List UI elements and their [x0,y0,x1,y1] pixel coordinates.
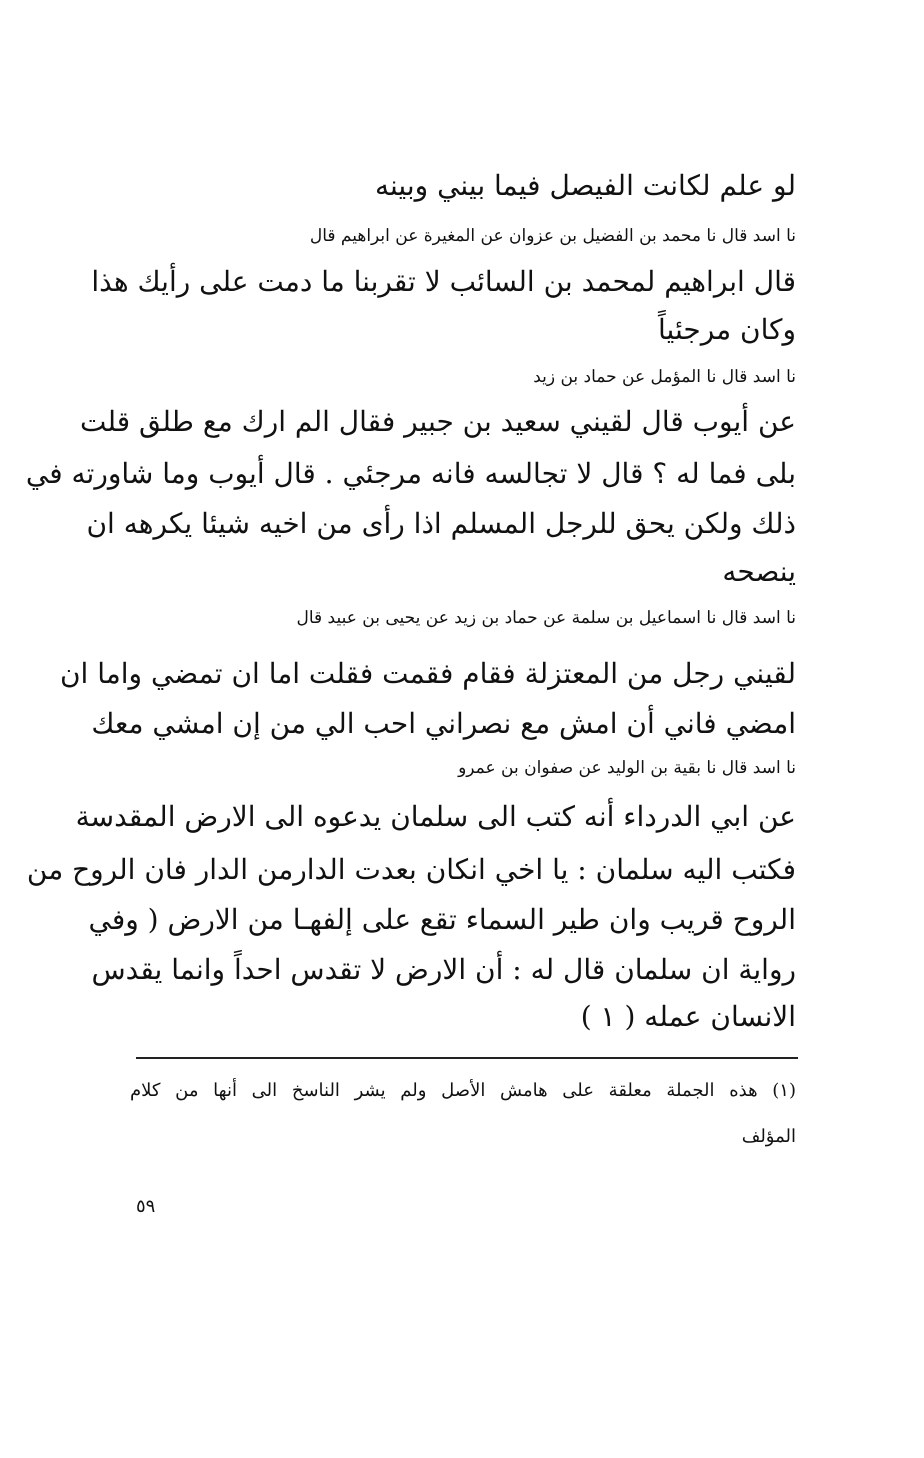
page-number: ٥٩ [136,1196,156,1217]
text-line: الروح قريب وان طير السماء تقع على إلفهـا من الارض ( وفي [88,903,796,936]
footnote-line: المؤلف [741,1126,796,1147]
text-line: الانسان عمله ( ١ ) [580,1000,796,1033]
text-line: ينصحه [722,555,796,588]
footnote-divider [136,1057,798,1059]
text-line: عن ابي الدرداء أنه كتب الى سلمان يدعوه الى الارض المقدسة [75,800,796,833]
footnote-line: (١) هذه الجملة معلقة على هامش الأصل ولم يشر الناسخ الى أنها من كلام [130,1080,796,1101]
text-line: وكان مرجئياً [657,313,796,346]
text-line: قال ابراهيم لمحمد بن السائب لا تقربنا ما دمت على رأيك هذا [91,265,796,298]
text-line: رواية ان سلمان قال له : أن الارض لا تقدس احداً وانما يقدس [91,953,796,986]
isnad-line: نا اسد قال نا محمد بن الفضيل بن عزوان عن المغيرة عن ابراهيم قال [309,226,796,246]
isnad-line: نا اسد قال نا بقية بن الوليد عن صفوان بن عمرو [458,758,796,778]
isnad-line: نا اسد قال نا المؤمل عن حماد بن زيد [533,367,796,387]
isnad-line: نا اسد قال نا اسماعيل بن سلمة عن حماد بن زيد عن يحيى بن عبيد قال [296,608,796,628]
text-line: امضي فاني أن امش مع نصراني احب الي من إن امشي معك [91,707,796,740]
text-line: بلى فما له ؟ قال لا تجالسه فانه مرجئي . قال أيوب وما شاورته في [25,457,796,490]
text-line: ذلك ولكن يحق للرجل المسلم اذا رأى من اخيه شيئا يكرهه ان [86,507,796,540]
text-line: عن أيوب قال لقيني سعيد بن جبير فقال الم ارك مع طلق قلت [80,405,796,438]
text-line: لقيني رجل من المعتزلة فقام فقمت فقلت اما ان تمضي واما ان [59,657,796,690]
text-line: لو علم لكانت الفيصل فيما بيني وبينه [374,169,796,202]
text-line: فكتب اليه سلمان : يا اخي انكان بعدت الدارمن الدار فان الروح من [26,853,796,886]
